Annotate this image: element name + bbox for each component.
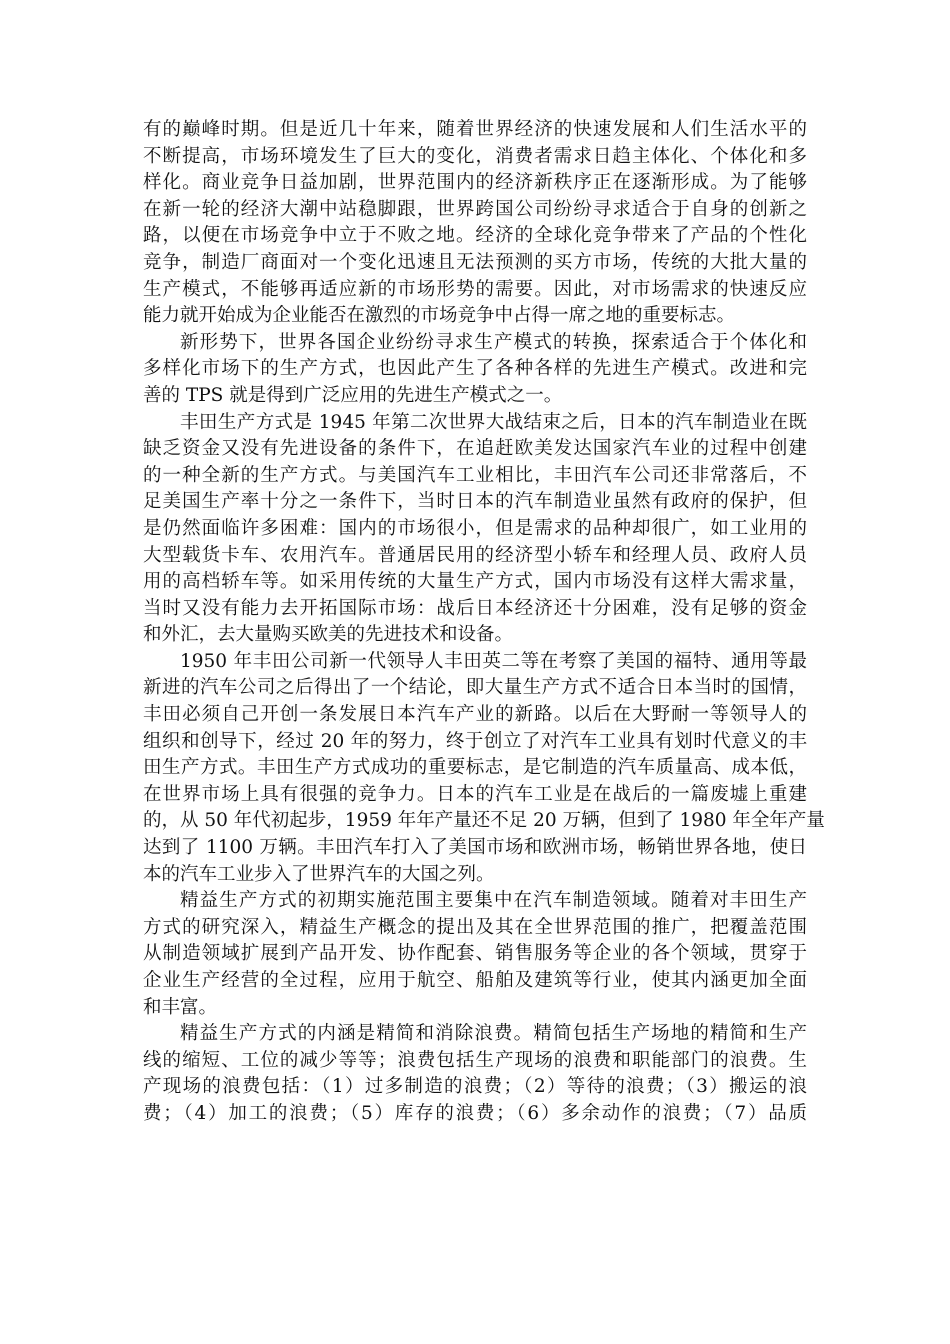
text-line: 用的高档轿车等。如采用传统的大量生产方式，国内市场没有这样大需求量， [143, 571, 807, 593]
text-line: 田生产方式。丰田生产方式成功的重要标志，是它制造的汽车质量高、成本低， [143, 757, 807, 779]
text-line: 缺乏资金又没有先进设备的条件下，在追赶欧美发达国家汽车业的过程中创建 [143, 438, 807, 460]
text-line: 的一种全新的生产方式。与美国汽车工业相比，丰田汽车公司还非常落后，不 [143, 464, 807, 486]
text-line: 企业生产经营的全过程，应用于航空、船舶及建筑等行业，使其内涵更加全面 [143, 970, 807, 991]
text-line: 费；（4）加工的浪费；（5）库存的浪费；（6）多余动作的浪费；（7）品质 [143, 1102, 807, 1124]
text-line: 和外汇，去大量购买欧美的先进技术和设备。 [143, 624, 514, 646]
text-line: 大型载货卡车、农用汽车。普通居民用的经济型小轿车和经理人员、政府人员 [143, 544, 807, 566]
text-line: 产现场的浪费包括：（1）过多制造的浪费；（2）等待的浪费；（3）搬运的浪 [143, 1076, 807, 1098]
paragraph-2 [143, 330, 807, 410]
text-line: 样化。商业竞争日益加剧，世界范围内的经济新秩序正在逐渐形成。为了能够 [143, 172, 807, 194]
text-line: 足美国生产率十分之一条件下，当时日本的汽车制造业虽然有政府的保护，但 [143, 491, 807, 513]
text-line: 本的汽车工业步入了世界汽车的大国之列。 [143, 863, 495, 885]
text-line: 多样化市场下的生产方式，也因此产生了各种各样的先进生产模式。改进和完 [143, 358, 807, 380]
text-line: 达到了 1100 万辆。丰田汽车打入了美国市场和欧洲市场，畅销世界各地，使日 [143, 837, 807, 859]
text-line: 丰田生产方式是 1945 年第二次世界大战结束之后，日本的汽车制造业在既 [180, 411, 807, 433]
text-line: 新形势下，世界各国企业纷纷寻求生产模式的转换，探索适合于个体化和 [180, 331, 807, 353]
paragraph-3 [143, 410, 807, 649]
text-line: 竞争，制造厂商面对一个变化迅速且无法预测的买方市场，传统的大批大量的 [143, 251, 807, 273]
document-page [143, 117, 825, 1128]
text-line: 方式的研究深入，精益生产概念的提出及其在全世界范围的推广，把覆盖范围 [143, 916, 807, 938]
text-line: 路，以便在市场竞争中立于不败之地。经济的全球化竞争带来了产品的个性化 [143, 225, 807, 247]
text-line: 从制造领域扩展到产品开发、协作配套、销售服务等企业的各个领域，贯穿于 [143, 943, 807, 965]
text-line: 的，从 50 年代初起步，1959 年年产量还不足 20 万辆，但到了 1980 年全年产量 [143, 810, 825, 832]
paragraph-5 [143, 888, 807, 1021]
text-line: 丰田必须自己开创一条发展日本汽车产业的新路。以后在大野耐一等领导人的 [143, 704, 807, 726]
text-line: 线的缩短、工位的减少等等；浪费包括生产现场的浪费和职能部门的浪费。生 [143, 1049, 807, 1071]
text-line: 善的 TPS 就是得到广泛应用的先进生产模式之一。 [143, 384, 563, 406]
text-line: 1950 年丰田公司新一代领导人丰田英二等在考察了美国的福特、通用等最 [180, 650, 807, 672]
text-line: 精益生产方式的内涵是精简和消除浪费。精简包括生产场地的精简和生产 [180, 1023, 807, 1045]
text-line: 是仍然面临许多困难：国内的市场很小，但是需求的品种却很广，如工业用的 [143, 517, 807, 539]
text-line: 组织和创导下，经过 20 年的努力，终于创立了对汽车工业具有划时代意义的丰 [143, 730, 807, 752]
text-line: 不断提高，市场环境发生了巨大的变化，消费者需求日趋主体化、个体化和多 [143, 145, 807, 167]
text-line: 和丰富。 [143, 996, 218, 1018]
text-line: 生产模式，不能够再适应新的市场形势的需要。因此，对市场需求的快速反应 [143, 278, 807, 300]
text-line: 新进的汽车公司之后得出了一个结论，即大量生产方式不适合日本当时的国情， [143, 677, 807, 699]
paragraph-6 [143, 1021, 807, 1127]
text-line: 在新一轮的经济大潮中站稳脚跟，世界跨国公司纷纷寻求适合于自身的创新之 [143, 198, 807, 220]
text-line: 能力就开始成为企业能否在激烈的市场竞争中占得一席之地的重要标志。 [143, 305, 736, 327]
text-line: 精益生产方式的初期实施范围主要集中在汽车制造领域。随着对丰田生产 [180, 890, 807, 912]
text-line: 在世界市场上具有很强的竞争力。日本的汽车工业是在战后的一篇废墟上重建 [143, 783, 807, 805]
text-line: 当时又没有能力去开拓国际市场：战后日本经济还十分困难，没有足够的资金 [143, 597, 807, 619]
paragraph-1 [143, 117, 807, 330]
text-line: 有的巅峰时期。但是近几十年来，随着世界经济的快速发展和人们生活水平的 [143, 119, 807, 140]
paragraph-4 [143, 649, 825, 888]
